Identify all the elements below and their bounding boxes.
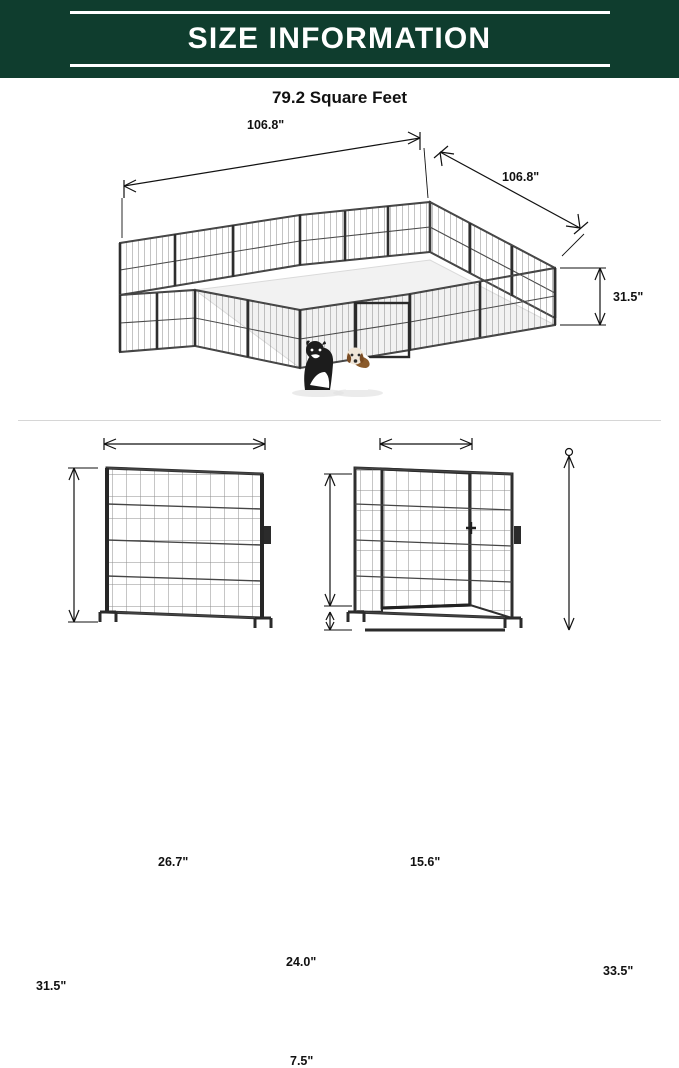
dimension-label-overall-height: 33.5" (603, 964, 634, 978)
top-diagram (0, 110, 679, 420)
dimension-label-gate-opening: 24.0" (286, 955, 317, 969)
isometric-playpen-svg (0, 110, 679, 420)
dimension-label-top-depth: 106.8" (502, 170, 540, 184)
dimension-label-gate-width: 15.6" (410, 855, 441, 869)
area-subtitle: 79.2 Square Feet (271, 88, 408, 107)
gate-panel-drawing (324, 438, 574, 630)
bottom-diagrams (0, 430, 679, 1068)
dimension-label-ground-clearance: 7.5" (290, 1054, 314, 1068)
page-title: SIZE INFORMATION (187, 22, 492, 55)
single-panel-drawing (68, 438, 271, 628)
header-banner (0, 0, 679, 78)
dimension-label-panel-width: 26.7" (158, 855, 189, 869)
dimension-label-panel-height-bottom: 31.5" (36, 979, 67, 993)
dimension-label-top-width: 106.8" (247, 118, 285, 132)
section-divider (18, 420, 661, 421)
panel-views-svg (0, 430, 679, 655)
dimension-label-panel-height: 31.5" (613, 290, 644, 304)
header-rule-frame (70, 11, 610, 67)
